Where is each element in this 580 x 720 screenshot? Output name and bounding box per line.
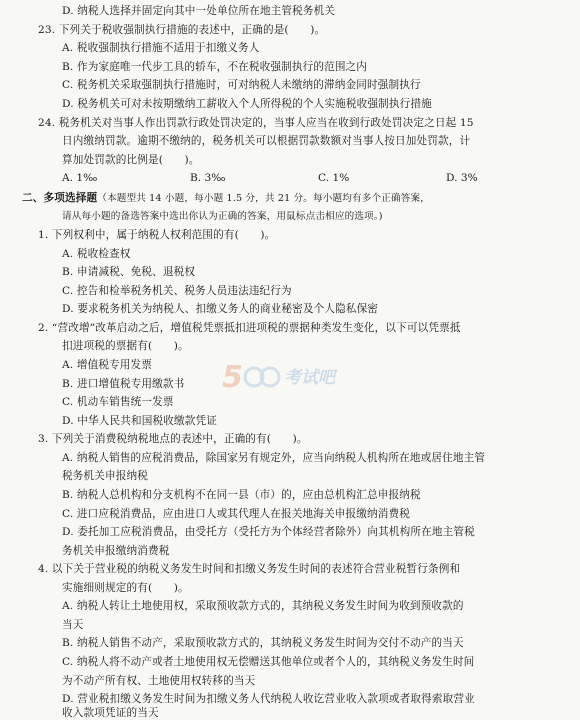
section-instruction-2: 请从每小题的备选答案中选出你认为正确的答案，用鼠标点击相应的选项。) <box>62 211 383 222</box>
svg-text:5: 5 <box>222 360 243 395</box>
m1-option-a[interactable]: A. 税收检查权 <box>62 248 131 260</box>
q24-option-b[interactable]: B. 3‰ <box>190 172 226 184</box>
q24-stem-line-1: 24. 税务机关对当事人作出罚款行政处罚决定的，当事人应当在收到行政处罚决定之日起 15 <box>38 117 474 129</box>
m2-stem-line-1: 2. “营改增”改革启动之后，增值税凭票抵扣进项税的票据种类发生变化，以下可以凭票抵 <box>38 322 461 334</box>
q23-option-d[interactable]: D. 税务机关可对未按期缴纳工薪收入个人所得税的个人实施税收强制执行措施 <box>62 98 432 110</box>
q24-option-c[interactable]: C. 1% <box>318 172 350 184</box>
m4-option-b[interactable]: B. 纳税人销售不动产，采取预收款方式的，其纳税义务发生时间为交付不动产的当天 <box>62 637 464 649</box>
m4-option-a-line-2[interactable]: 当天 <box>62 619 84 631</box>
q23-stem: 23. 下列关于税收强制执行措施的表述中，正确的是( )。 <box>38 24 326 36</box>
m2-option-b[interactable]: B. 进口增值税专用缴款书 <box>62 378 185 390</box>
m3-option-b[interactable]: B. 纳税人总机构和分支机构不在同一县（市）的，应由总机构汇总申报纳税 <box>62 489 421 501</box>
m3-stem: 3. 下列关于消费税纳税地点的表述中，正确的有( )。 <box>38 433 308 445</box>
m3-option-a-line-1[interactable]: A. 纳税人销售的应税消费品，除国家另有规定外，应当向纳税人机构所在地或居住地主管 <box>62 452 486 464</box>
m1-option-d[interactable]: D. 要求税务机关为纳税人、扣缴义务人的商业秘密及个人隐私保密 <box>62 303 379 315</box>
watermark-logo <box>218 353 348 399</box>
m3-option-d-line-1[interactable]: D. 委托加工应税消费品，由受托方（受托方为个体经营者除外）向其机构所在地主管税 <box>62 526 475 538</box>
m3-option-a-line-2[interactable]: 税务机关申报纳税 <box>62 470 148 482</box>
m4-option-a-line-1[interactable]: A. 纳税人转让土地使用权，采取预收款方式的，其纳税义务发生时间为收到预收款的 <box>62 600 464 612</box>
m4-stem-line-1: 4. 以下关于营业税的纳税义务发生时间和扣缴义务发生时间的表述符合营业税暂行条例和 <box>38 563 461 575</box>
m3-option-d-line-2[interactable]: 务机关申报缴纳消费税 <box>62 545 170 557</box>
m1-option-b[interactable]: B. 申请减税、免税、退税权 <box>62 266 196 278</box>
q23-option-b[interactable]: B. 作为家庭唯一代步工具的轿车，不在税收强制执行的范围之内 <box>62 61 368 73</box>
m4-stem-line-2: 实施细则规定的有( )。 <box>62 582 189 594</box>
m3-option-c[interactable]: C. 进口应税消费品，应由进口人或其代理人在报关地海关申报缴纳消费税 <box>62 508 410 520</box>
q24-stem-line-2: 日内缴纳罚款。逾期不缴纳的，税务机关可以根据罚款数额对当事人按日加处罚款，计 <box>62 135 471 147</box>
m4-option-d-line-1[interactable]: D. 营业税扣缴义务发生时间为扣缴义务人代纳税人收讫营业收入款项或者取得索取营业 <box>62 693 475 705</box>
watermark-text: 考试吧 <box>284 368 335 388</box>
m4-option-d-line-2[interactable]: 收入款项凭证的当天 <box>62 707 159 719</box>
q23-option-a[interactable]: A. 税收强制执行措施不适用于扣缴义务人 <box>62 42 260 54</box>
m4-option-c-line-1[interactable]: C. 纳税人将不动产或者土地使用权无偿赠送其他单位或者个人的，其纳税义务发生时间 <box>62 656 475 668</box>
q24-options <box>62 172 542 186</box>
m2-option-c[interactable]: C. 机动车销售统一发票 <box>62 396 174 408</box>
q23-option-c[interactable]: C. 税务机关采取强制执行措施时，可对纳税人未缴纳的滞纳金同时强制执行 <box>62 79 421 91</box>
watermark-logo-graphic <box>218 353 348 399</box>
section-heading-line <box>22 192 430 205</box>
q24-option-d[interactable]: D. 3% <box>446 172 478 184</box>
m2-option-d[interactable]: D. 中华人民共和国税收缴款凭证 <box>62 415 217 427</box>
section-instruction-1: （本题型共 14 小题，每小题 1.5 分，共 21 分。每小题均有多个正确答案， <box>97 193 430 204</box>
m1-option-c[interactable]: C. 控告和检举税务机关、税务人员违法违纪行为 <box>62 285 292 297</box>
m2-option-a[interactable]: A. 增值税专用发票 <box>62 359 153 371</box>
q24-stem-line-3: 算加处罚款的比例是( )。 <box>62 154 200 166</box>
m4-option-c-line-2[interactable]: 为不动产所有权、土地使用权转移的当天 <box>62 675 256 687</box>
q22-option-d[interactable]: D. 纳税人选择并固定向其中一处单位所在地主管税务机关 <box>62 5 336 17</box>
section-heading: 二、多项选择题 <box>22 192 98 204</box>
q24-option-a[interactable]: A. 1‰ <box>62 172 98 184</box>
m2-stem-line-2: 扣进项税的票据有( )。 <box>62 340 189 352</box>
m1-stem: 1. 下列权利中，属于纳税人权利范围的有( )。 <box>38 229 276 241</box>
